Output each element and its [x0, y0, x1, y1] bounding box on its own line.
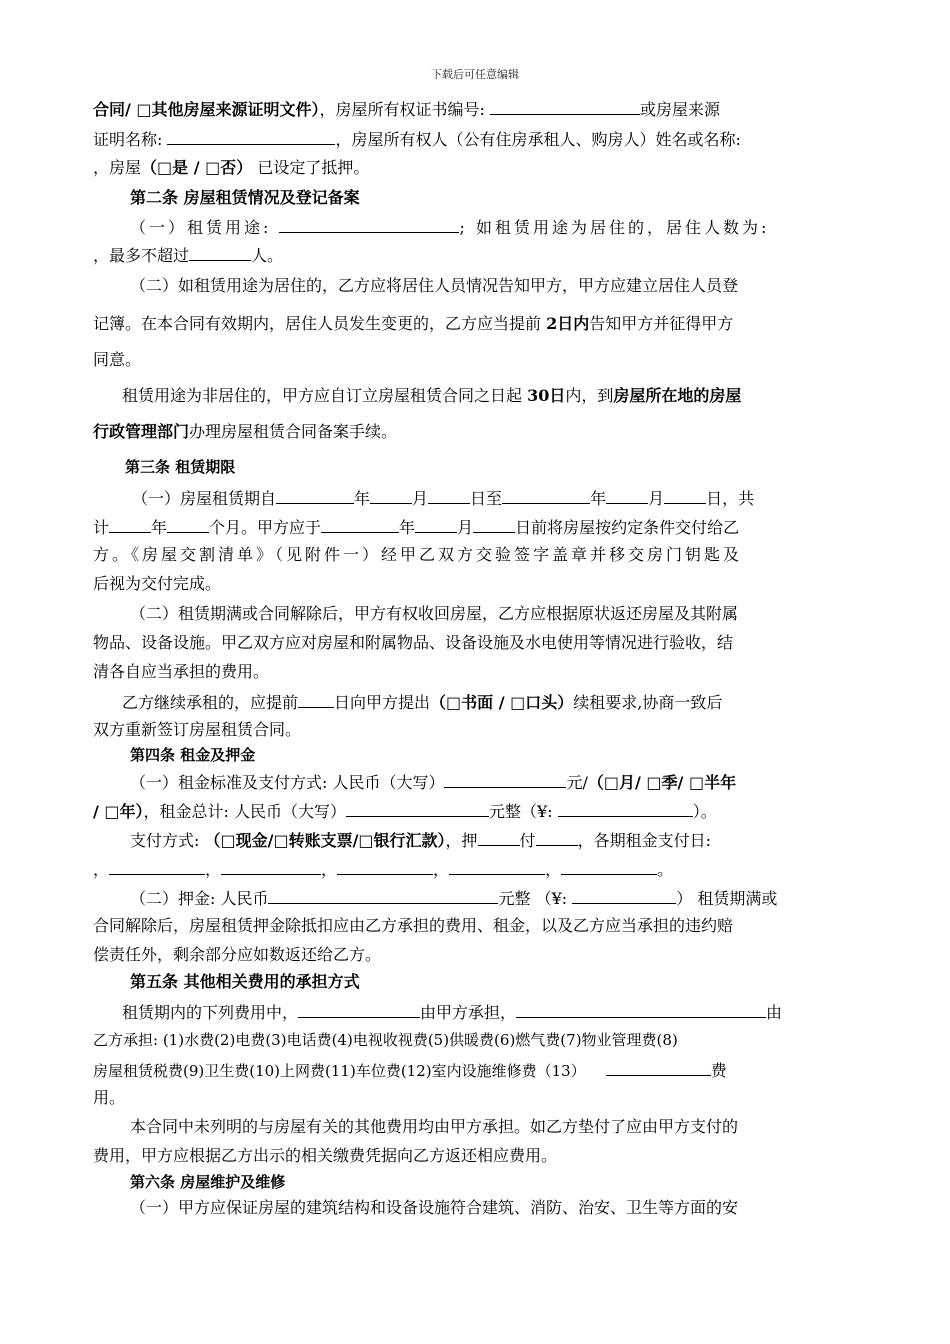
blank-field[interactable] [189, 243, 251, 261]
blank-field[interactable] [606, 486, 648, 504]
blank-field[interactable] [572, 886, 676, 904]
bold-text: （□是 / □否） [141, 158, 253, 177]
blank-field[interactable] [221, 857, 321, 875]
blank-field[interactable] [473, 515, 515, 533]
text: ，房屋所有权人（公有住房承租人、购房人）姓名或名称: [335, 130, 741, 149]
text: 记簿。在本合同有效期内，居住人员发生变更的，乙方应当提前 [93, 314, 547, 333]
text: 年 [354, 489, 371, 508]
paragraph-line: 用。 [93, 1088, 126, 1107]
paragraph-line: （一）甲方应保证房屋的建筑结构和设备设施符合建筑、消防、治安、卫生等方面的安 [130, 1198, 739, 1217]
bold-text: 30日 [527, 386, 566, 405]
text: 或房屋来源 [640, 100, 721, 119]
blank-field[interactable] [502, 486, 590, 504]
text: 月 [648, 489, 665, 508]
blank-field[interactable] [444, 770, 566, 788]
bold-text: 2日内 [546, 314, 590, 333]
text: 租赁用途为非居住的，甲方应自订立房屋租赁合同之日起 [122, 386, 528, 405]
paragraph-line [122, 690, 858, 714]
text: ， [205, 860, 222, 879]
text: 人。 [251, 246, 284, 265]
paragraph-line [93, 421, 858, 443]
paragraph-line [130, 215, 858, 239]
text: ， [433, 860, 450, 879]
text: 已设定了抵押。 [252, 158, 370, 177]
blank-field[interactable] [109, 857, 205, 875]
blank-field[interactable] [298, 1000, 420, 1018]
bold-text: 行政管理部门 [93, 422, 190, 441]
text: 元/ [566, 773, 588, 792]
text: ）。 [692, 802, 717, 821]
text: ; 如租赁用途为居住的，居住人数为: [459, 218, 770, 237]
blank-field[interactable] [268, 886, 498, 904]
blank-field[interactable] [490, 97, 640, 115]
blank-field[interactable] [536, 828, 578, 846]
blank-field[interactable] [516, 1000, 766, 1018]
text: 证明名称: [93, 130, 168, 149]
text: 日至 [470, 489, 503, 508]
text: 办理房屋租赁合同备案手续。 [189, 422, 398, 441]
paragraph-line: 双方重新签订房屋租赁合同。 [93, 720, 302, 739]
article-title: 第五条 其他相关费用的承担方式 [130, 972, 360, 991]
text: ，各期租金支付日: [577, 831, 711, 850]
text: 租赁期内的下列费用中， [122, 1003, 299, 1022]
paragraph-line [93, 157, 858, 179]
text: 乙方继续承租的，应提前 [122, 693, 299, 712]
blank-field[interactable] [561, 857, 657, 875]
blank-field[interactable] [279, 215, 459, 233]
article-title: 第六条 房屋维护及维修 [130, 1173, 286, 1191]
text: 年 [590, 489, 607, 508]
text: ， [321, 860, 338, 879]
paragraph-line [93, 243, 858, 267]
text: ， [93, 860, 110, 879]
text: 元整 （¥: [498, 889, 573, 908]
blank-field[interactable] [478, 828, 520, 846]
text: 房屋租赁税费(9)卫生费(10)上网费(11)车位费(12)室内设施维修费（13） [93, 1062, 586, 1080]
bold-text: （□书面 / □口头） [430, 693, 574, 712]
paragraph-line: 合同解除后，房屋租赁押金除抵扣应由乙方承担的费用、租金，以及乙方应当承担的违约赔 [93, 916, 734, 935]
text: 由 [766, 1003, 783, 1022]
text: ，押 [445, 831, 478, 850]
text: （一）租赁用途: [130, 218, 280, 237]
paragraph-line [130, 886, 858, 910]
paragraph-line: 偿责任外，剩余部分应如数返还给乙方。 [93, 945, 382, 964]
text: 月 [412, 489, 429, 508]
blank-field[interactable] [109, 515, 151, 533]
blank-field[interactable] [449, 857, 545, 875]
paragraph-line [93, 97, 858, 121]
paragraph-line [93, 799, 858, 823]
text: ，最多不超过 [93, 246, 190, 265]
paragraph-line [122, 385, 858, 407]
blank-field[interactable] [415, 515, 457, 533]
paragraph-line: 乙方承担: (1)水费(2)电费(3)电话费(4)电视收视费(5)供暖费(6)燃气费(7)物业管理费(8) [93, 1031, 678, 1049]
text: 日向甲方提出 [334, 693, 431, 712]
paragraph-line [93, 127, 858, 151]
text: 元整（¥: [489, 802, 558, 821]
bold-text: 合同/ □其他房屋来源证明文件） [93, 100, 320, 119]
text: ） 租赁期满或 [676, 889, 778, 908]
text: （一）房屋租赁期自 [132, 489, 277, 508]
paragraph-line: （二）租赁期满或合同解除后，甲方有权收回房屋，乙方应根据原状返还房屋及其附属 [130, 604, 739, 623]
paragraph-line: 同意。 [93, 350, 142, 369]
blank-field[interactable] [167, 515, 209, 533]
bold-text: （□现金/□转账支票/□银行汇款） [204, 831, 446, 850]
text: 告知甲方并征得甲方 [589, 314, 734, 333]
text: 计 [93, 518, 110, 537]
paragraph-line: 方。《房屋交割清单》（见附件一）经甲乙双方交验签字盖章并移交房门钥匙及 [93, 545, 743, 564]
text: 费 [710, 1061, 727, 1080]
text: 年 [399, 518, 416, 537]
bold-text: 房屋所在地的房屋 [613, 386, 742, 405]
text: 由甲方承担， [420, 1003, 517, 1022]
bold-text: （□月/ □季/ □半年 [587, 773, 737, 792]
paragraph-line [93, 515, 858, 539]
text: 月 [457, 518, 474, 537]
blank-field[interactable] [337, 857, 433, 875]
text: 内，到 [565, 386, 614, 405]
blank-field[interactable] [321, 515, 399, 533]
paragraph-line [93, 1058, 858, 1082]
paragraph-line [93, 857, 858, 881]
text: ，房屋 [93, 158, 142, 177]
paragraph-line: 费用，甲方应根据乙方出示的相关缴费凭据向乙方返还相应费用。 [93, 1146, 558, 1165]
paragraph-line [122, 1000, 858, 1024]
text: ，房屋所有权证书编号: [319, 100, 491, 119]
text: 个月。甲方应于 [209, 518, 322, 537]
paragraph-line: （二）如租赁用途为居住的，乙方应将居住人员情况告知甲方，甲方应建立居住人员登 [130, 276, 739, 295]
text: （二）押金: 人民币 [130, 889, 269, 908]
article-title: 第三条 租赁期限 [125, 458, 236, 476]
text: ，租金总计: 人民币（大写） [143, 802, 347, 821]
text: 日，共 [706, 489, 755, 508]
paragraph-line [93, 313, 858, 335]
text: 日前将房屋按约定条件交付给乙 [515, 518, 740, 537]
blank-field[interactable] [606, 1058, 711, 1076]
paragraph-line [130, 828, 858, 852]
page-header: 下载后可任意编辑 [431, 68, 519, 81]
text: 。 [657, 860, 674, 879]
text: 付 [519, 831, 536, 850]
blank-field[interactable] [664, 486, 706, 504]
text: （一）租金标准及支付方式: 人民币（大写） [130, 773, 445, 792]
paragraph-line [130, 770, 858, 794]
paragraph-line: 物品、设备设施。甲乙双方应对房屋和附属物品、设备设施及水电使用等情况进行验收，结 [93, 633, 734, 652]
blank-field[interactable] [558, 799, 693, 817]
paragraph-line: 本合同中未列明的与房屋有关的其他费用均由甲方承担。如乙方垫付了应由甲方支付的 [130, 1117, 739, 1136]
bold-text: / □年） [93, 802, 144, 821]
blank-field[interactable] [370, 486, 412, 504]
blank-field[interactable] [276, 486, 354, 504]
text: 支付方式: [130, 831, 205, 850]
article-title: 第二条 房屋租赁情况及登记备案 [130, 188, 360, 207]
paragraph-line: 清各自应当承担的费用。 [93, 662, 270, 681]
paragraph-line [132, 486, 858, 510]
blank-field[interactable] [167, 127, 335, 145]
text: 续租要求,协商一致后 [573, 693, 723, 712]
text: ， [545, 860, 562, 879]
blank-field[interactable] [428, 486, 470, 504]
blank-field[interactable] [298, 690, 334, 708]
text: 年 [151, 518, 168, 537]
article-title: 第四条 租金及押金 [130, 746, 256, 764]
paragraph-line: 后视为交付完成。 [93, 574, 222, 593]
blank-field[interactable] [346, 799, 489, 817]
